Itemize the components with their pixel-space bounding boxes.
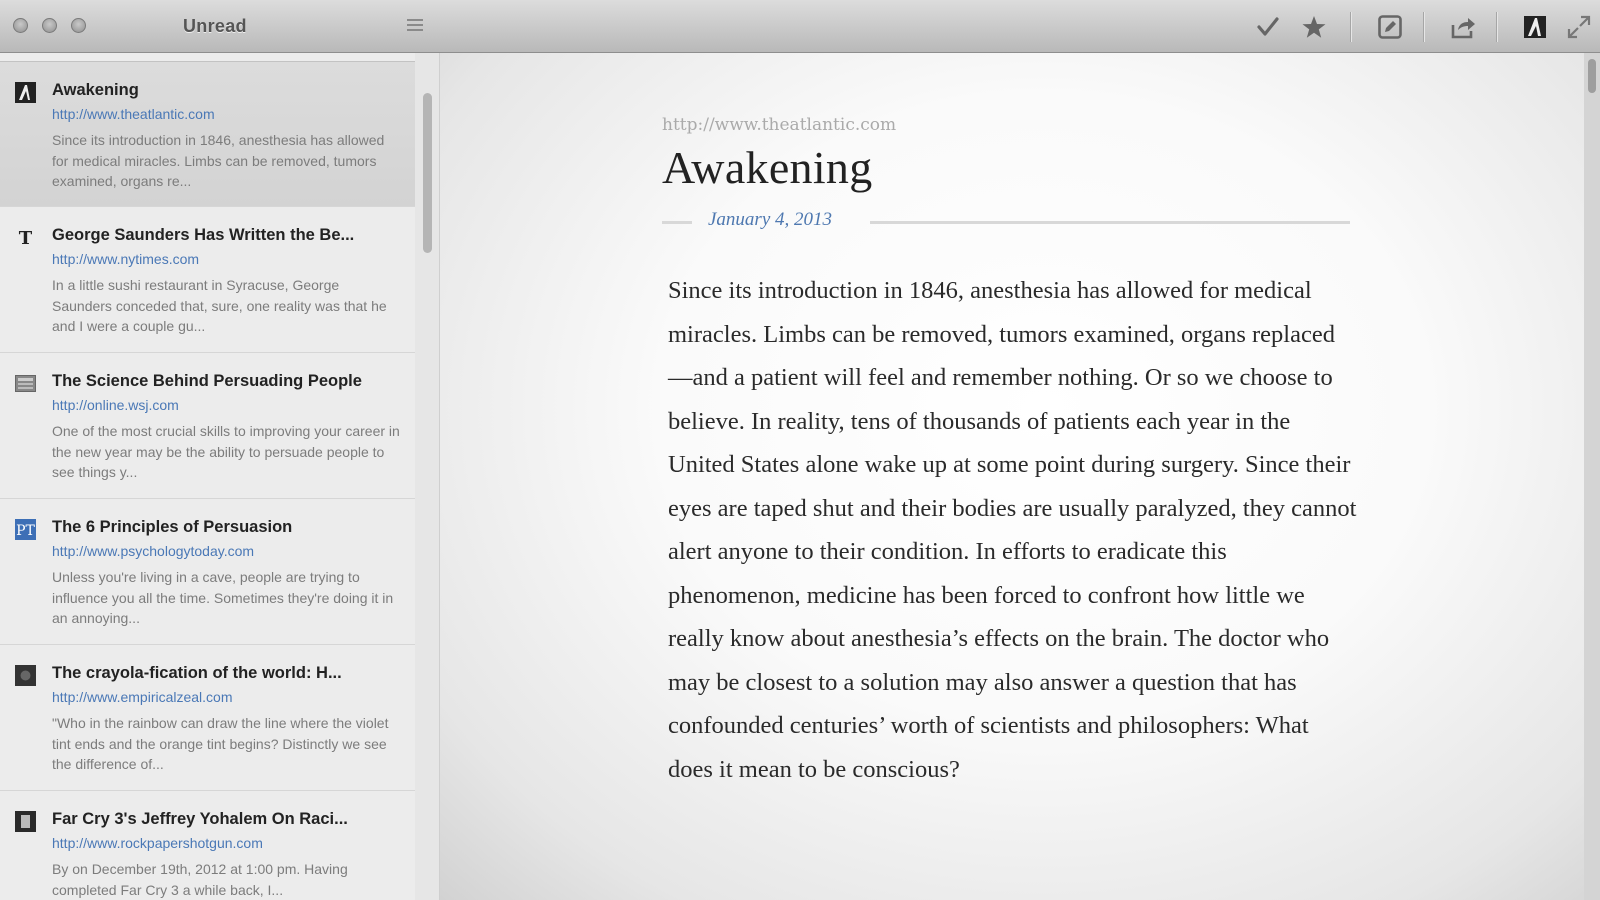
article-list-item-url: http://www.theatlantic.com xyxy=(52,106,215,122)
article-list-item-url: http://online.wsj.com xyxy=(52,397,179,413)
article-list-item[interactable] xyxy=(0,645,415,791)
title-bar xyxy=(0,0,1600,53)
svg-text:T: T xyxy=(18,228,33,248)
toolbar-separator xyxy=(1496,12,1497,42)
article-list-item-title: Awakening xyxy=(52,81,139,99)
toolbar-separator xyxy=(1350,12,1351,42)
article-list-item[interactable] xyxy=(0,353,415,499)
article-list-item-title: The 6 Principles of Persuasion xyxy=(52,518,293,536)
article-source-url[interactable]: http://www.theatlantic.com xyxy=(662,115,897,135)
star-icon[interactable] xyxy=(1301,14,1327,40)
article-list-item-snippet: One of the most crucial skills to improving your career in the new year may be the ability to persuade people to see things y... xyxy=(52,423,400,480)
fullscreen-icon[interactable] xyxy=(1566,14,1592,40)
article-list-item-url: http://www.nytimes.com xyxy=(52,251,200,267)
toolbar-separator xyxy=(1423,12,1424,42)
article-list-item[interactable] xyxy=(0,61,415,207)
rockpapershotgun-favicon-icon xyxy=(15,811,36,832)
date-divider xyxy=(870,221,1350,224)
minimize-window-button[interactable] xyxy=(42,18,57,33)
article-list-item-title: George Saunders Has Written the Be... xyxy=(52,226,355,244)
psychologytoday-favicon-icon xyxy=(15,519,36,540)
window-title: Unread xyxy=(183,16,247,36)
svg-text:PT: PT xyxy=(16,523,35,539)
article-list-item-url: http://www.psychologytoday.com xyxy=(52,543,255,559)
article-paragraph: Since its introduction in 1846, anesthesia has allowed for medical miracles. Limbs can be removed, tumors examined, organs replaced—and a patient will feel and remember nothing. Or so we choose to believe. In reality, tens of thousands of patients each year in the United States alone wake up at some point during surgery. Since their eyes are taped shut and their bodies are usually paralyzed, they cannot alert anyone to their condition. In efforts to eradicate this phenomenon, medicine has been forced to confront how little we really know about anesthesia’s effects on the brain. The doctor who may be closest to a solution may also answer a question that has confounded centuries’ worth of scientists and philosophers: What does it mean to be conscious? xyxy=(668,277,1357,783)
article-list-item-title: The crayola-fication of the world: H... xyxy=(52,664,342,682)
article-list-item-snippet: "Who in the rainbow can draw the line where the violet tint ends and the orange tint begins? Distinctly we see the difference of... xyxy=(52,715,389,772)
article-list-item[interactable] xyxy=(0,791,415,900)
article-date: January 4, 2013 xyxy=(708,209,833,230)
article-list-item-snippet: Unless you're living in a cave, people are trying to influence you all the time. Sometimes they're doing it in an annoying... xyxy=(52,569,394,626)
article-list-scroll-thumb[interactable] xyxy=(423,93,432,253)
article-title: Awakening xyxy=(662,142,873,193)
article-list-item-snippet: By on December 19th, 2012 at 1:00 pm. Having completed Far Cry 3 a while back, I... xyxy=(52,861,348,898)
wsj-favicon-icon xyxy=(15,373,36,394)
article-list-item[interactable] xyxy=(0,207,415,353)
zoom-window-button[interactable] xyxy=(71,18,86,33)
article-list-item-url: http://www.rockpapershotgun.com xyxy=(52,835,263,851)
edit-note-icon[interactable] xyxy=(1377,14,1403,40)
reading-pane xyxy=(440,53,1600,900)
article-list-item-title: Far Cry 3's Jeffrey Yohalem On Raci... xyxy=(52,810,348,828)
site-logo-icon[interactable] xyxy=(1522,14,1548,40)
list-menu-icon[interactable] xyxy=(407,19,423,33)
reading-pane-scrollbar[interactable] xyxy=(1584,53,1600,900)
empiricalzeal-favicon-icon xyxy=(15,665,36,686)
nytimes-favicon-icon xyxy=(15,227,36,248)
mark-read-check-icon[interactable] xyxy=(1255,14,1281,40)
article-list-item-snippet: Since its introduction in 1846, anesthesia has allowed for medical miracles. Limbs can be removed, tumors examined, organs re... xyxy=(52,132,385,189)
article-list xyxy=(0,53,416,900)
article-list-item-snippet: In a little sushi restaurant in Syracuse, George Saunders conceded that, sure, one reality was that he and I were a couple gu... xyxy=(52,277,387,334)
atlantic-favicon-icon xyxy=(15,82,36,103)
article-list-item[interactable] xyxy=(0,499,415,645)
article-list-scrollbar[interactable] xyxy=(415,53,440,900)
close-window-button[interactable] xyxy=(13,18,28,33)
article-body xyxy=(668,269,1358,791)
article-list-item-url: http://www.empiricalzeal.com xyxy=(52,689,233,705)
share-icon[interactable] xyxy=(1450,14,1476,40)
article-list-item-title: The Science Behind Persuading People xyxy=(52,372,362,390)
reading-pane-scroll-thumb[interactable] xyxy=(1588,59,1596,93)
date-divider xyxy=(662,221,692,224)
